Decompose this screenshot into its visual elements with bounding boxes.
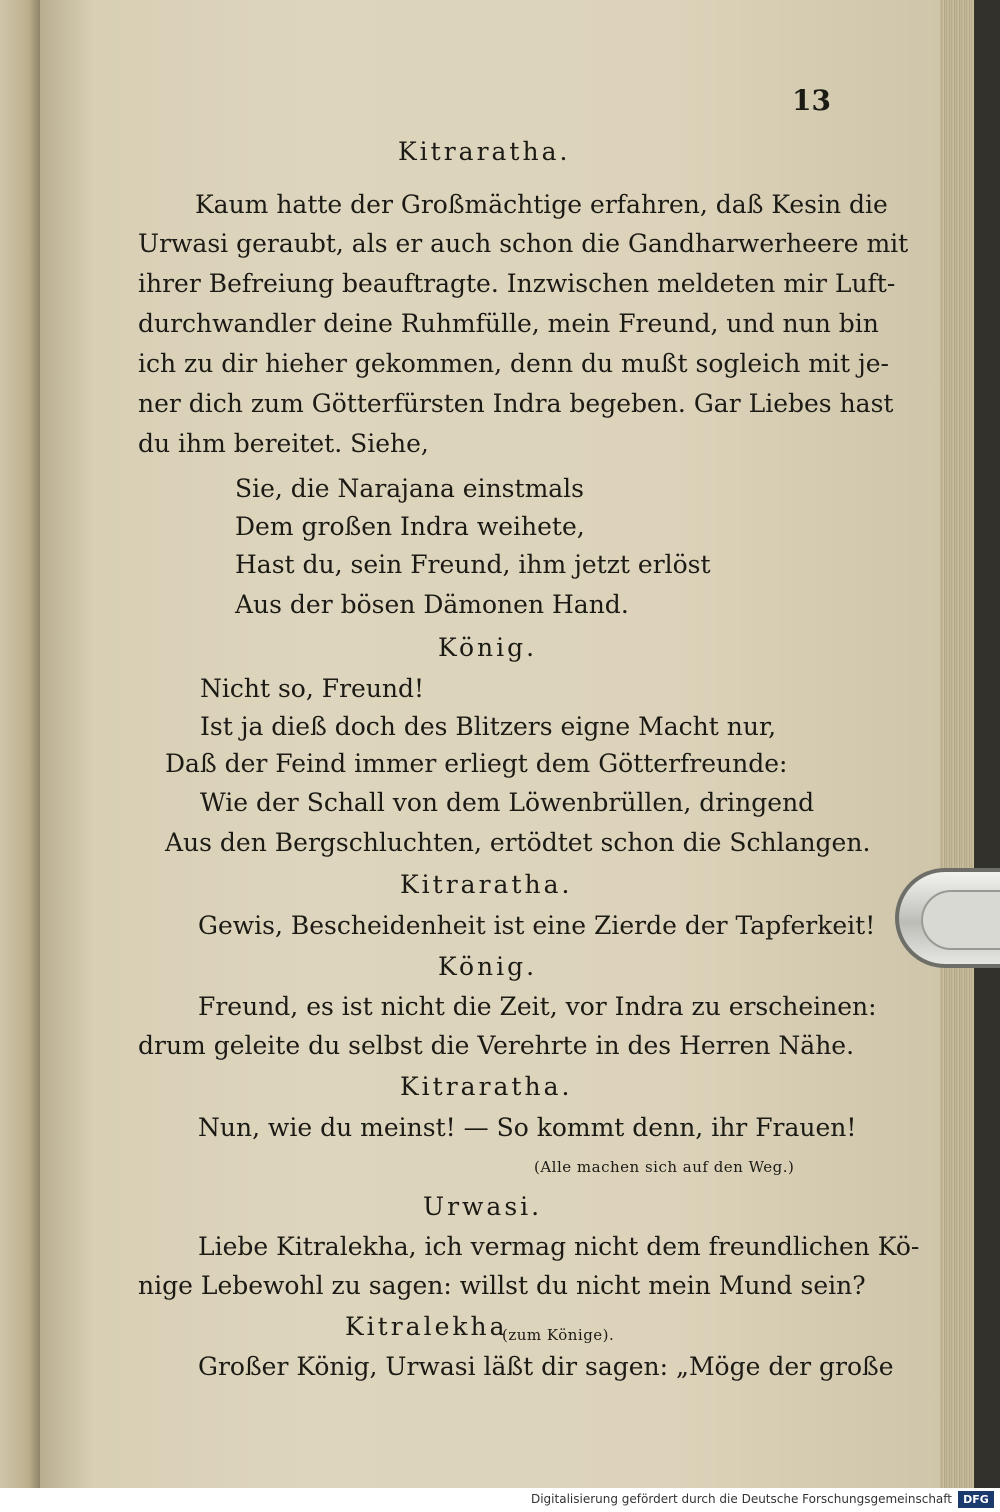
book-clamp	[895, 868, 1000, 968]
speaker-heading: Kitraratha.	[398, 137, 571, 166]
page-block-edge	[940, 0, 976, 1488]
text-line: ner dich zum Götterfürsten Indra begeben. Gar Liebes hast	[138, 389, 894, 418]
verse-line: Hast du, sein Freund, ihm jetzt erlöst	[235, 550, 711, 579]
verse-line: Aus der bösen Dämonen Hand.	[235, 590, 629, 619]
footer-credit: Digitalisierung gefördert durch die Deutsche Forschungsgemeinschaft	[530, 1492, 952, 1506]
stage-direction: (Alle machen sich auf den Weg.)	[534, 1158, 795, 1176]
text-line: drum geleite du selbst die Verehrte in des Herren Nähe.	[138, 1031, 855, 1060]
text-line: Großer König, Urwasi läßt dir sagen: „Möge der große	[198, 1352, 894, 1381]
speaker-heading: König.	[438, 952, 538, 981]
stage-direction: (zum Könige).	[502, 1326, 615, 1344]
speaker-heading: Urwasi.	[423, 1192, 543, 1221]
text-line: Gewis, Bescheidenheit ist eine Zierde der Tapferkeit!	[198, 911, 876, 940]
text-line: Urwasi geraubt, als er auch schon die Gandharwerheere mit	[138, 229, 909, 258]
scanner-background	[974, 0, 1000, 1488]
verse-line: Ist ja dieß doch des Blitzers eigne Macht nur,	[200, 712, 777, 741]
speaker-heading: Kitraratha.	[400, 870, 573, 899]
left-page-edge	[0, 0, 40, 1512]
dfg-logo: DFG	[958, 1491, 994, 1508]
verse-line: Wie der Schall von dem Löwenbrüllen, dringend	[200, 788, 815, 817]
book-page	[40, 0, 940, 1488]
text-line: nige Lebewohl zu sagen: willst du nicht mein Mund sein?	[138, 1271, 866, 1300]
book-clamp-inner	[921, 890, 1000, 950]
speaker-heading: Kitralekha	[345, 1312, 508, 1341]
text-line: Freund, es ist nicht die Zeit, vor Indra zu erscheinen:	[198, 992, 877, 1021]
page-number: 13	[792, 84, 831, 117]
verse-line: Daß der Feind immer erliegt dem Götterfreunde:	[165, 749, 788, 778]
verse-line: Dem großen Indra weihete,	[235, 512, 585, 541]
text-line: ihrer Befreiung beauftragte. Inzwischen meldeten mir Luft-	[138, 269, 896, 298]
text-line: du ihm bereitet. Siehe,	[138, 429, 429, 458]
text-line: ich zu dir hieher gekommen, denn du mußt sogleich mit je-	[138, 349, 889, 378]
verse-line: Sie, die Narajana einstmals	[235, 474, 584, 503]
footer-bar	[0, 1488, 1000, 1512]
speaker-heading: König.	[438, 633, 538, 662]
verse-line: Nicht so, Freund!	[200, 674, 425, 703]
text-line: Kaum hatte der Großmächtige erfahren, daß Kesin die	[195, 190, 888, 219]
text-line: durchwandler deine Ruhmfülle, mein Freund, und nun bin	[138, 309, 879, 338]
text-line: Nun, wie du meinst! — So kommt denn, ihr Frauen!	[198, 1113, 857, 1142]
text-line: Liebe Kitralekha, ich vermag nicht dem freundlichen Kö-	[198, 1232, 920, 1261]
verse-line: Aus den Bergschluchten, ertödtet schon die Schlangen.	[165, 828, 871, 857]
speaker-heading: Kitraratha.	[400, 1072, 573, 1101]
